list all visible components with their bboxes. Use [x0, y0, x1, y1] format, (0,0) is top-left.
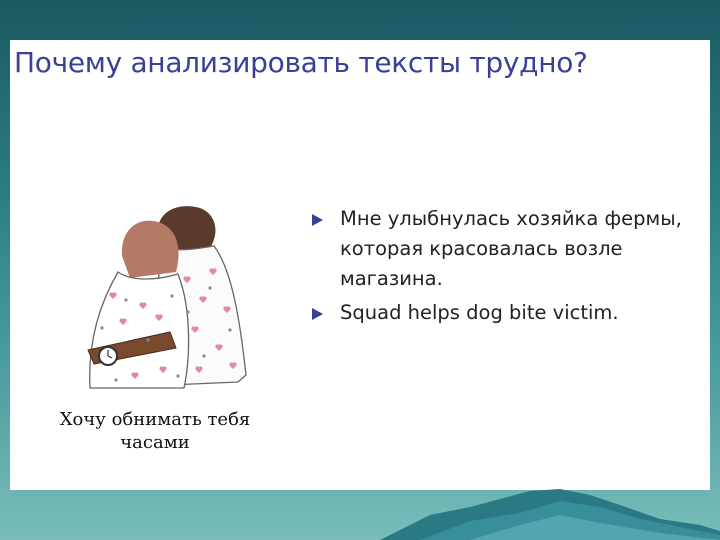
bullet-text: Мне улыбнулась хозяйка фермы, которая красовалась возле магазина. [340, 207, 682, 290]
slide-canvas [10, 40, 710, 490]
bullet-arrow-icon [312, 308, 323, 320]
slide-title: Почему анализировать тексты трудно? [14, 46, 588, 79]
hugging-couple-illustration [60, 200, 260, 400]
woman-hair [122, 221, 179, 278]
illustration-caption [50, 408, 260, 454]
bullet-list [310, 204, 705, 332]
mountains-decoration [0, 485, 720, 540]
caption-line-1: Хочу обнимать тебя [59, 409, 251, 430]
bullet-item [310, 298, 705, 328]
bullet-item [310, 204, 705, 294]
bullet-arrow-icon [312, 214, 323, 226]
woman-body [90, 272, 189, 388]
bullet-text: Squad helps dog bite victim. [340, 301, 619, 324]
caption-line-2: часами [120, 432, 190, 453]
